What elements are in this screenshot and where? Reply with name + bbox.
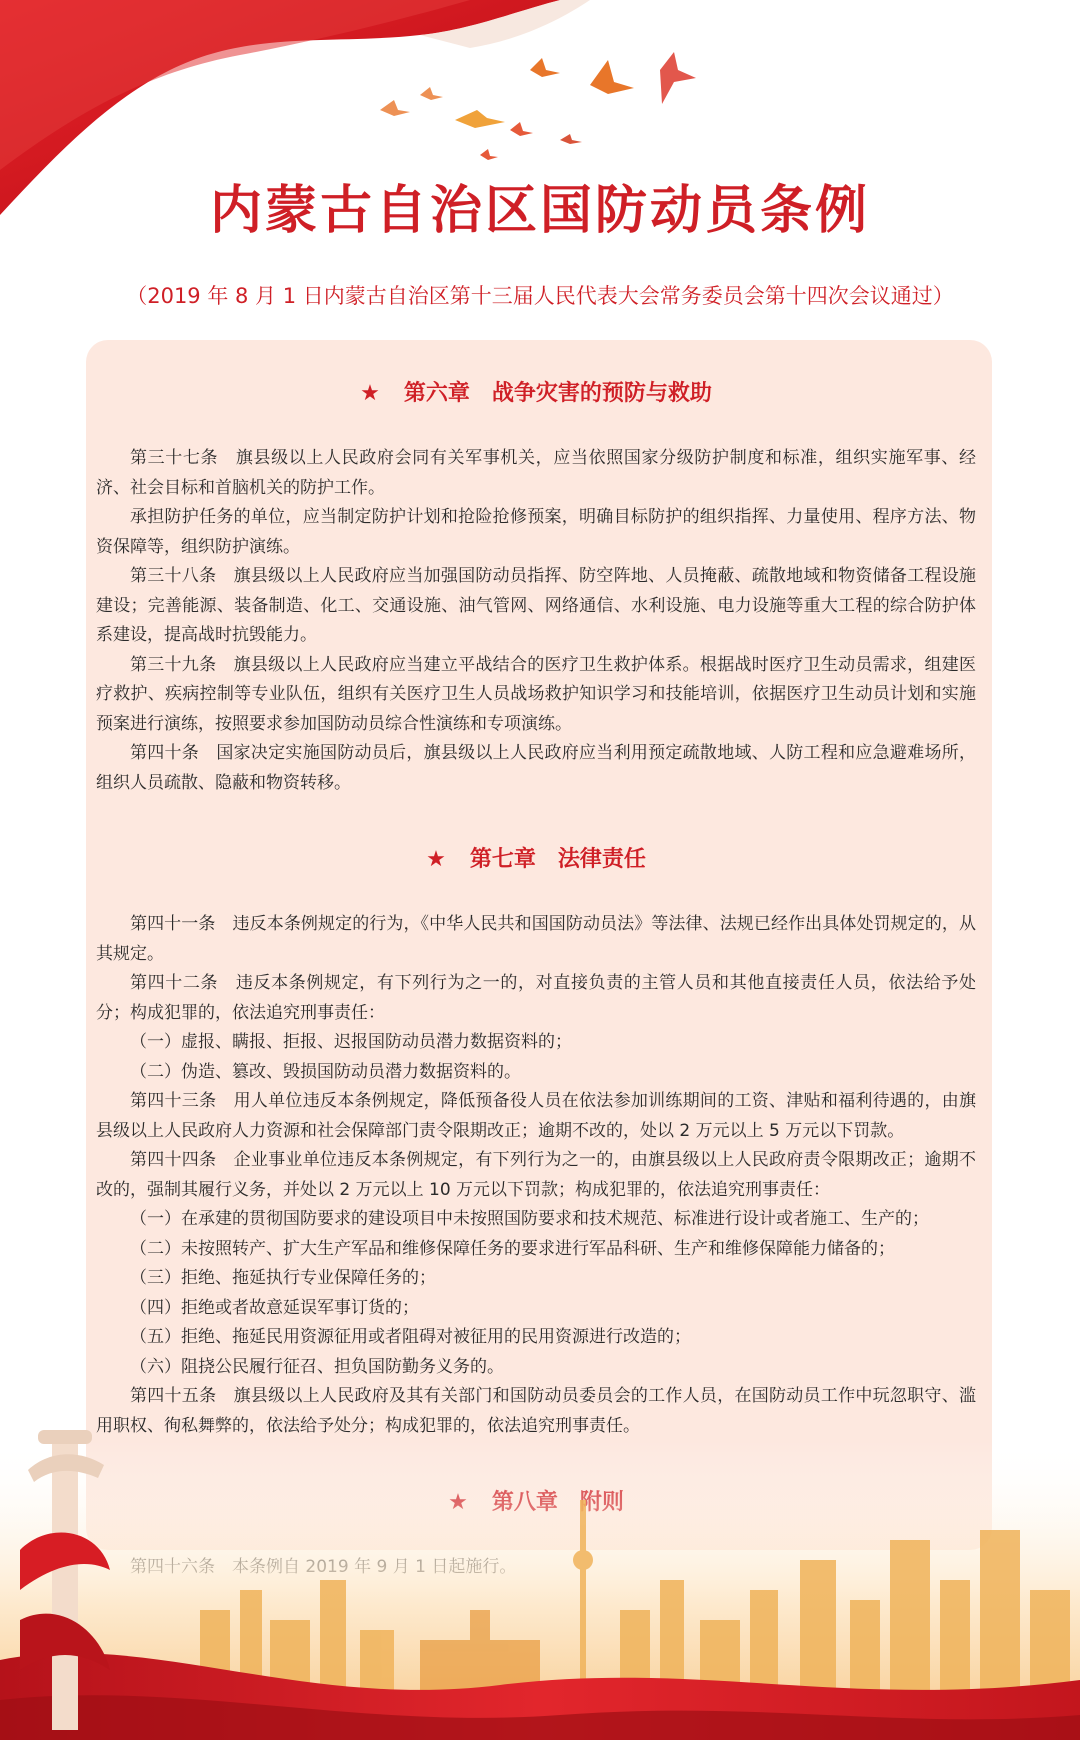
article-44-item-3: （三）拒绝、拖延执行专业保障任务的； bbox=[130, 1268, 436, 1288]
huabiao-pillar-decoration-icon bbox=[20, 1410, 110, 1730]
chapter-6-heading bbox=[96, 376, 976, 412]
page-title: 内蒙古自治区国防动员条例 bbox=[209, 181, 870, 241]
article-44-item-1: （一）在承建的贯彻国防要求的建设项目中未按照国防要求和技术规范、标准进行设计或者施工、生产的； bbox=[130, 1209, 929, 1229]
article-42-item-1: （一）虚报、瞒报、拒报、迟报国防动员潜力数据资料的； bbox=[130, 1032, 572, 1052]
page-subtitle: （2019 年 8 月 1 日内蒙古自治区第十三届人民代表大会常务委员会第十四次会议通过） bbox=[126, 284, 954, 308]
article-44-item-6: （六）阻挠公民履行征召、担负国防勤务义务的。 bbox=[130, 1356, 504, 1377]
article-42: 第四十二条 违反本条例规定，有下列行为之一的，对直接负责的主管人员和其他直接责任人员，依法给予处分；构成犯罪的，依法追究刑事责任： bbox=[96, 973, 976, 1023]
chapter-7-heading bbox=[96, 842, 976, 878]
article-44-item-5: （五）拒绝、拖延民用资源征用或者阻碍对被征用的民用资源进行改造的； bbox=[130, 1327, 691, 1347]
chapter-6-name: 战争灾害的预防与救助 bbox=[491, 381, 712, 406]
article-42-item-2: （二）伪造、篡改、毁损国防动员潜力数据资料的。 bbox=[130, 1061, 521, 1082]
city-skyline-decoration-icon bbox=[0, 1380, 1080, 1740]
star-icon: ★ bbox=[426, 847, 446, 872]
article-43: 第四十三条 用人单位违反本条例规定，降低预备役人员在依法参加训练期间的工资、津贴和福利待遇的，由旗县级以上人民政府人力资源和社会保障部门责令限期改正；逾期不改的，处以 2 万元以上 5 万元以下罚款。 bbox=[96, 1091, 976, 1141]
article-41: 第四十一条 违反本条例规定的行为，《中华人民共和国国防动员法》等法律、法规已经作出具体处罚规定的，从其规定。 bbox=[96, 914, 976, 964]
article-37-paragraph-2: 承担防护任务的单位，应当制定防护计划和抢险抢修预案，明确目标防护的组织指挥、力量使用、程序方法、物资保障等，组织防护演练。 bbox=[96, 507, 976, 557]
article-45: 第四十五条 旗县级以上人民政府及其有关部门和国防动员委员会的工作人员，在国防动员工作中玩忽职守、滥用职权、徇私舞弊的，依法给予处分；构成犯罪的，依法追究刑事责任。 bbox=[96, 1386, 976, 1436]
article-39: 第三十九条 旗县级以上人民政府应当建立平战结合的医疗卫生救护体系。根据战时医疗卫生动员需求，组建医疗救护、疾病控制等专业队伍，组织有关医疗卫生人员战场救护知识学习和技能培训，依据医疗卫生动员计划和实施预案进行演练，按照要求参加国防动员综合性演练和专项演练。 bbox=[96, 654, 976, 734]
article-37: 第三十七条 旗县级以上人民政府会同有关军事机关，应当依照国家分级防护制度和标准，组织实施军事、经济、社会目标和首脑机关的防护工作。 bbox=[96, 448, 976, 498]
article-44-item-2: （二）未按照转产、扩大生产军品和维修保障任务的要求进行军品科研、生产和维修保障能力储备的； bbox=[130, 1238, 895, 1259]
chapter-7-number: 第七章 bbox=[469, 847, 536, 872]
article-44-item-4: （四）拒绝或者故意延误军事订货的； bbox=[130, 1297, 419, 1318]
chapter-6-number: 第六章 bbox=[403, 381, 470, 406]
article-40: 第四十条 国家决定实施国防动员后，旗县级以上人民政府应当利用预定疏散地域、人防工程和应急避难场所，组织人员疏散、隐蔽和物资转移。 bbox=[96, 743, 976, 793]
chapter-7-name: 法律责任 bbox=[557, 847, 646, 872]
star-icon: ★ bbox=[360, 381, 380, 406]
article-44: 第四十四条 企业事业单位违反本条例规定，有下列行为之一的，由旗县级以上人民政府责令限期改正；逾期不改的，强制其履行义务，并处以 2 万元以上 10 万元以下罚款；构成犯罪的，依法追究刑事责任： bbox=[96, 1150, 976, 1200]
flying-doves-decoration-icon bbox=[360, 40, 760, 160]
article-38: 第三十八条 旗县级以上人民政府应当加强国防动员指挥、防空阵地、人员掩蔽、疏散地域和物资储备工程设施建设；完善能源、装备制造、化工、交通设施、油气管网、网络通信、水利设施、电力设施等重大工程的综合防护体系建设，提高战时抗毁能力。 bbox=[96, 566, 976, 645]
